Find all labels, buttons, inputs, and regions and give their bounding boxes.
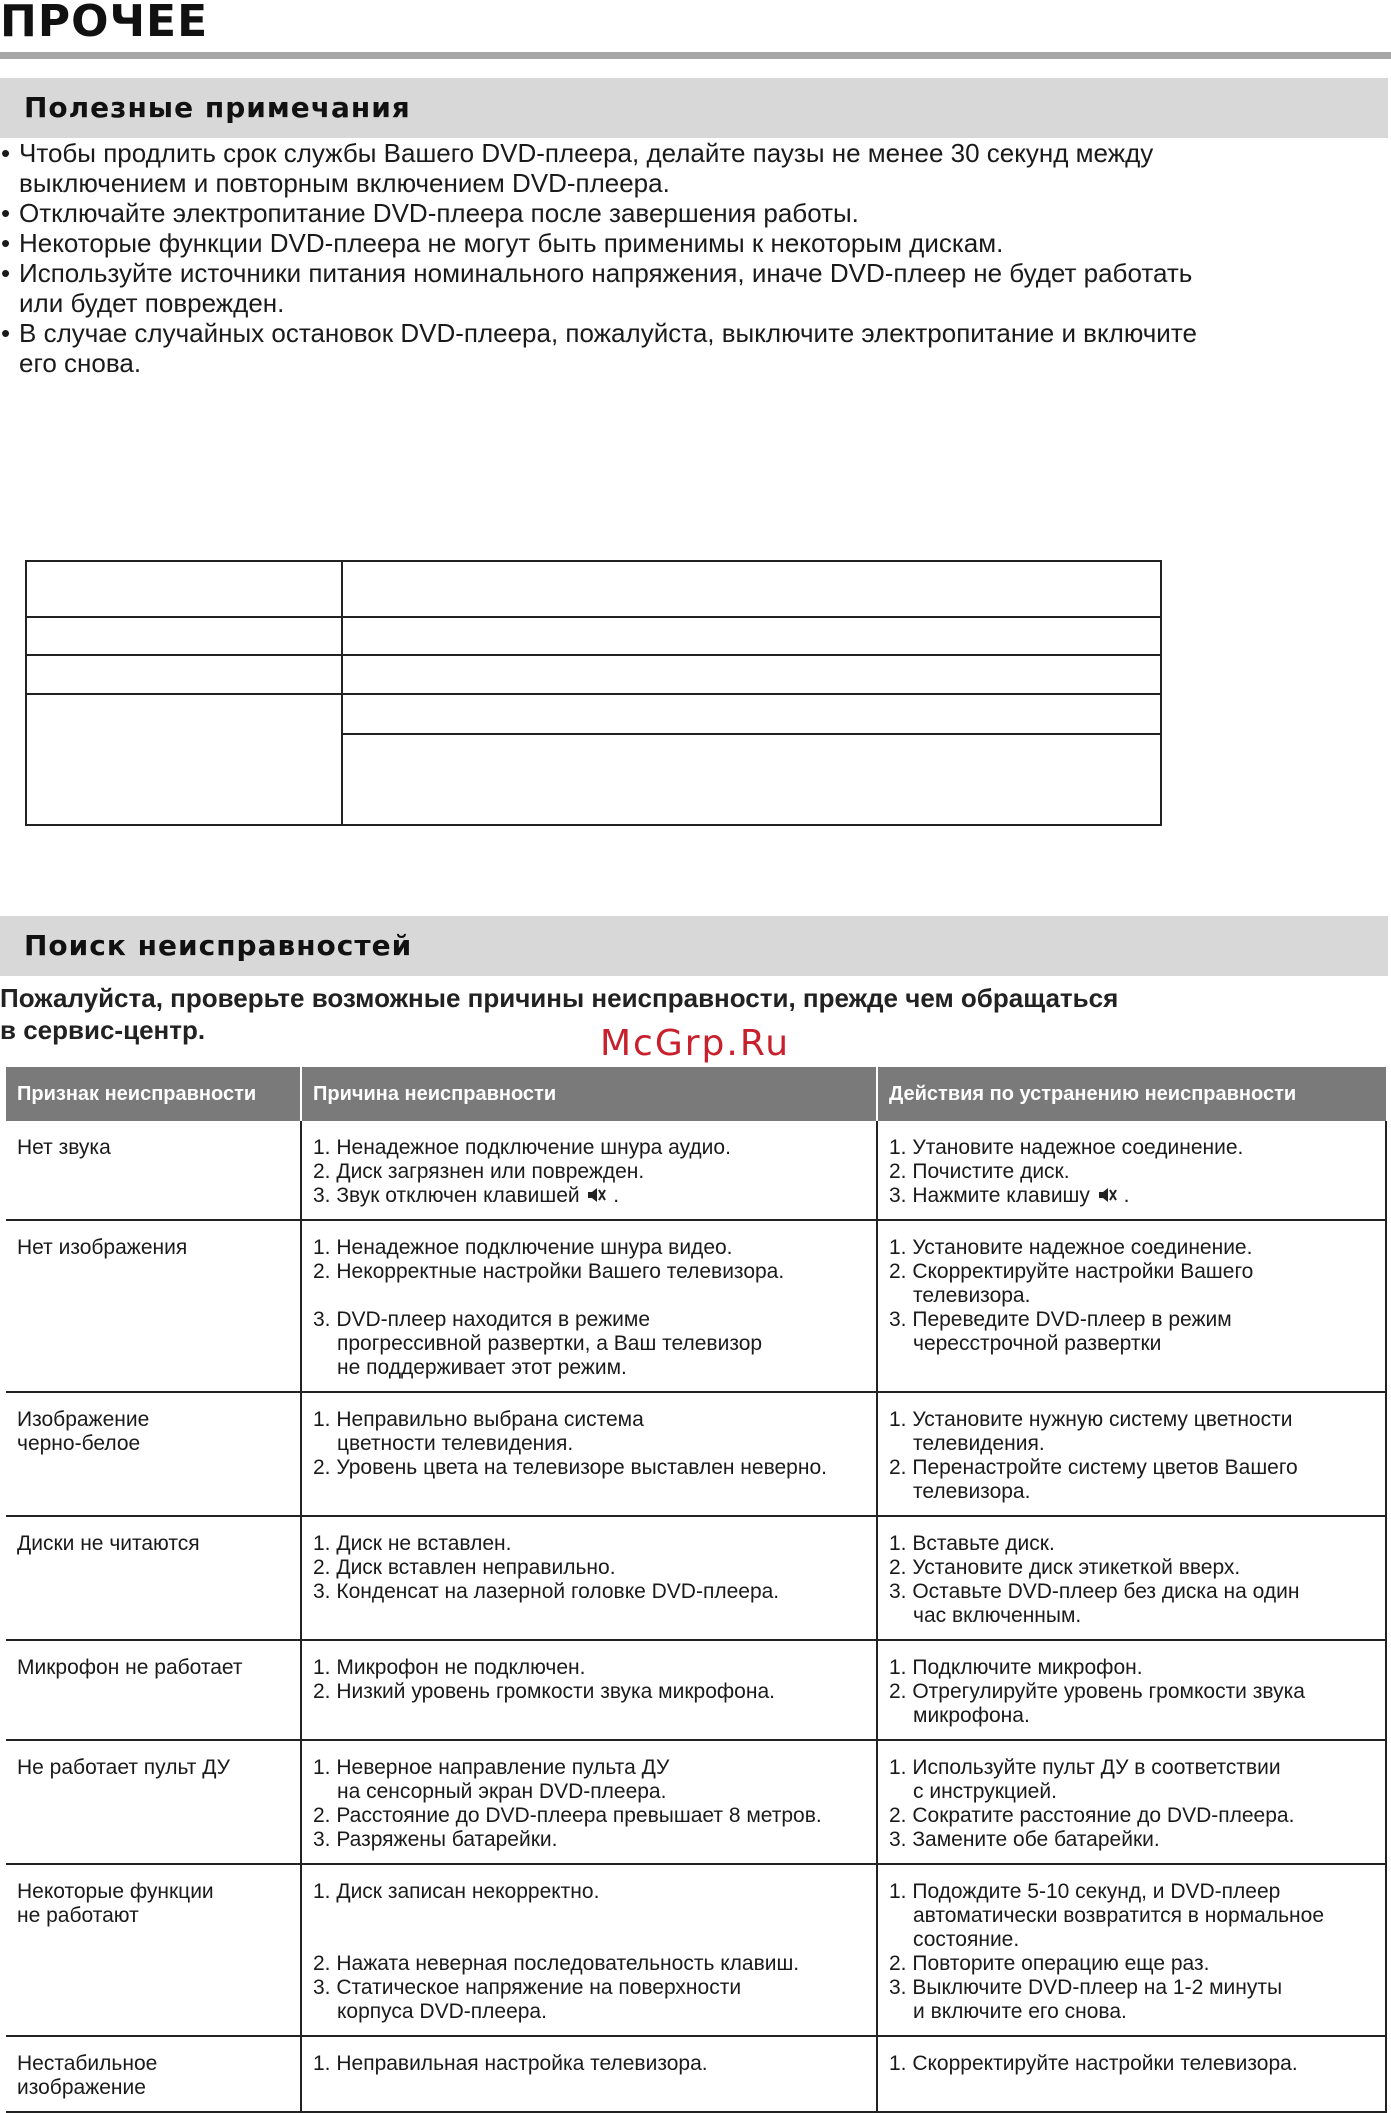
action-text: 1. Используйте пульт ДУ в соответствии (889, 1756, 1281, 1779)
cause-cell (301, 1864, 877, 2036)
symptom-cell (6, 2036, 301, 2112)
action-text: состояние. (913, 1928, 1020, 1951)
cause-text: 1. Микрофон не подключен. (313, 1656, 586, 1679)
action-text: телевизора. (913, 1284, 1031, 1307)
action-text: 2. Почистите диск. (889, 1160, 1070, 1183)
cause-text: на сенсорный экран DVD-плеера. (337, 1780, 667, 1803)
cause-text: цветности телевидения. (337, 1432, 574, 1455)
table-row (6, 1740, 1386, 1864)
cause-text: 1. Диск не вставлен. (313, 1532, 512, 1555)
cause-text: 2. Нажата неверная последовательность клавиш. (313, 1952, 800, 1975)
cause-cell (301, 1640, 877, 1740)
action-cell (877, 1864, 1386, 2036)
cause-text: 1. Диск записан некорректно. (313, 1880, 600, 1903)
troubleshooting-heading: Поиск неисправностей (24, 929, 413, 962)
notes-section-header (0, 78, 1388, 138)
action-text-part: 3. Нажмите клавишу (889, 1184, 1090, 1207)
action-text: 2. Отрегулируйте уровень громкости звука (889, 1680, 1305, 1703)
note-item (0, 318, 1330, 378)
cause-text: 2. Некорректные настройки Вашего телевизора. (313, 1260, 785, 1283)
action-text: 1. Подождите 5-10 секунд, и DVD-плеер (889, 1880, 1281, 1903)
watermark: McGrp.Ru (600, 1023, 791, 1064)
intro-line: в сервис-центр. (0, 1015, 206, 1045)
note-text: • Чтобы продлить срок службы Вашего DVD-плеера, делайте паузы не менее 30 секунд между (19, 138, 1154, 168)
cause-text: 1. Неверное направление пульта ДУ (313, 1756, 670, 1779)
symptom-text: черно-белое (17, 1432, 141, 1455)
note-text: • В случае случайных остановок DVD-плеера, пожалуйста, выключите электропитание и включите (19, 318, 1197, 348)
symptom-text: изображение (17, 2076, 146, 2099)
table-row-divider (27, 616, 1160, 618)
cause-text: 2. Низкий уровень громкости звука микрофона. (313, 1680, 775, 1703)
action-text: 2. Сократите расстояние до DVD-плеера. (889, 1804, 1295, 1827)
note-text: • Некоторые функции DVD-плеера не могут быть применимы к некоторым дискам. (19, 228, 1004, 258)
symptom-cell (6, 1640, 301, 1740)
action-text: 3. Выключите DVD-плеер на 1-2 минуты (889, 1976, 1283, 1999)
note-text: • Используйте источники питания номинального напряжения, иначе DVD-плеер не будет работать (19, 258, 1193, 288)
symptom-cell (6, 1864, 301, 2036)
cause-cell (301, 1740, 877, 1864)
cause-cell (301, 2036, 877, 2112)
cause-text-part: 3. Звук отключен клавишей (313, 1184, 580, 1207)
symptom-text: Некоторые функции (17, 1880, 214, 1903)
symptom-text: Нет изображения (17, 1236, 188, 1259)
symptom-cell (6, 1392, 301, 1516)
notes-heading: Полезные примечания (24, 91, 411, 124)
action-text: 3. Переведите DVD-плеер в режим (889, 1308, 1232, 1331)
column-header-symptom: Признак неисправности (6, 1067, 301, 1121)
table-row (6, 1864, 1386, 2036)
action-cell (877, 1740, 1386, 1864)
cause-text: 2. Расстояние до DVD-плеера превышает 8 метров. (313, 1804, 822, 1827)
cause-text: 3. Статическое напряжение на поверхности (313, 1976, 742, 1999)
cause-cell (301, 1121, 877, 1220)
action-text: чересстрочной развертки (913, 1332, 1162, 1355)
action-text: 3. Нажмите клавишу . (889, 1184, 1130, 1207)
column-header-action: Действия по устранению неисправности (877, 1067, 1386, 1121)
action-text: 1. Подключите микрофон. (889, 1656, 1143, 1679)
action-text: с инструкцией. (913, 1780, 1057, 1803)
column-header-cause: Причина неисправности (301, 1067, 877, 1121)
action-text: 1. Утановите надежное соединение. (889, 1136, 1244, 1159)
action-text: 1. Вставьте диск. (889, 1532, 1055, 1555)
cause-cell (301, 1220, 877, 1392)
table-row (6, 1516, 1386, 1640)
action-text: и включите его снова. (913, 2000, 1127, 2023)
symptom-text: Нестабильное (17, 2052, 158, 2075)
action-text: 1. Скорректируйте настройки телевизора. (889, 2052, 1298, 2075)
action-text: 2. Скорректируйте настройки Вашего (889, 1260, 1254, 1283)
cause-text: 1. Неправильная настройка телевизора. (313, 2052, 708, 2075)
action-cell (877, 1220, 1386, 1392)
action-cell (877, 1516, 1386, 1640)
cause-text: 2. Уровень цвета на телевизоре выставлен неверно. (313, 1456, 827, 1479)
table-row (6, 1220, 1386, 1392)
cause-text: не поддерживает этот режим. (337, 1356, 627, 1379)
table-row (6, 1121, 1386, 1220)
action-text: 2. Повторите операцию еще раз. (889, 1952, 1210, 1975)
action-text: 3. Замените обе батарейки. (889, 1828, 1160, 1851)
cause-cell (301, 1516, 877, 1640)
table-row (6, 1640, 1386, 1740)
action-cell (877, 1121, 1386, 1220)
note-item (0, 258, 1330, 318)
cause-text: 1. Ненадежное подключение шнура аудио. (313, 1136, 731, 1159)
page-title: ПРОЧЕЕ (0, 0, 209, 47)
notes-list (0, 138, 1330, 378)
cause-text: 3. Конденсат на лазерной головке DVD-плеера. (313, 1580, 780, 1603)
cause-text: 3. DVD-плеер находится в режиме (313, 1308, 651, 1331)
note-text: или будет поврежден. (19, 288, 285, 318)
symptom-cell (6, 1740, 301, 1864)
symptom-text: Микрофон не работает (17, 1656, 243, 1679)
note-text: выключением и повторным включением DVD-плеера. (19, 168, 670, 198)
action-text: телевидения. (913, 1432, 1045, 1455)
table-row-divider (27, 693, 1160, 695)
note-item (0, 228, 1330, 258)
symptom-cell (6, 1516, 301, 1640)
title-divider (0, 52, 1391, 59)
cause-text: 3. Разряжены батарейки. (313, 1828, 558, 1851)
action-text: телевизора. (913, 1480, 1031, 1503)
cause-text: 1. Ненадежное подключение шнура видео. (313, 1236, 733, 1259)
troubleshooting-section-header (0, 916, 1388, 976)
action-cell (877, 1640, 1386, 1740)
mute-icon (585, 1185, 607, 1205)
specifications-table-empty (25, 560, 1162, 826)
action-text: час включенным. (913, 1604, 1082, 1627)
symptom-text: не работают (17, 1904, 139, 1927)
cause-text: 1. Неправильно выбрана система (313, 1408, 644, 1431)
action-text: 2. Установите диск этикеткой вверх. (889, 1556, 1241, 1579)
symptom-cell (6, 1121, 301, 1220)
symptom-text: Нет звука (17, 1136, 111, 1159)
action-text: 1. Установите надежное соединение. (889, 1236, 1253, 1259)
action-text: 1. Установите нужную систему цветности (889, 1408, 1293, 1431)
table-row-divider (27, 654, 1160, 656)
symptom-text: Диски не читаются (17, 1532, 200, 1555)
action-cell (877, 1392, 1386, 1516)
action-text: автоматически возвратится в нормальное (913, 1904, 1325, 1927)
note-item (0, 198, 1330, 228)
table-header-row (6, 1067, 1386, 1121)
action-text: микрофона. (913, 1704, 1030, 1727)
table-row (6, 1392, 1386, 1516)
cause-text: 2. Диск загрязнен или поврежден. (313, 1160, 645, 1183)
action-text: 3. Оставьте DVD-плеер без диска на один (889, 1580, 1300, 1603)
symptom-cell (6, 1220, 301, 1392)
symptom-text: Изображение (17, 1408, 150, 1431)
note-text: его снова. (19, 348, 142, 378)
cause-text: 2. Диск вставлен неправильно. (313, 1556, 616, 1579)
action-text: 2. Перенастройте систему цветов Вашего (889, 1456, 1298, 1479)
action-cell (877, 2036, 1386, 2112)
troubleshooting-table (6, 1067, 1387, 2113)
symptom-text: Не работает пульт ДУ (17, 1756, 230, 1779)
mute-icon (1096, 1185, 1118, 1205)
table-row-divider (341, 733, 1160, 735)
table-row (6, 2036, 1386, 2112)
note-item (0, 138, 1330, 198)
intro-line: Пожалуйста, проверьте возможные причины неисправности, прежде чем обращаться (0, 983, 1119, 1013)
cause-text: прогрессивной развертки, а Ваш телевизор (337, 1332, 763, 1355)
cause-text: 3. Звук отключен клавишей . (313, 1184, 620, 1207)
cause-text: корпуса DVD-плеера. (337, 2000, 547, 2023)
note-text: • Отключайте электропитание DVD-плеера после завершения работы. (19, 198, 859, 228)
cause-cell (301, 1392, 877, 1516)
